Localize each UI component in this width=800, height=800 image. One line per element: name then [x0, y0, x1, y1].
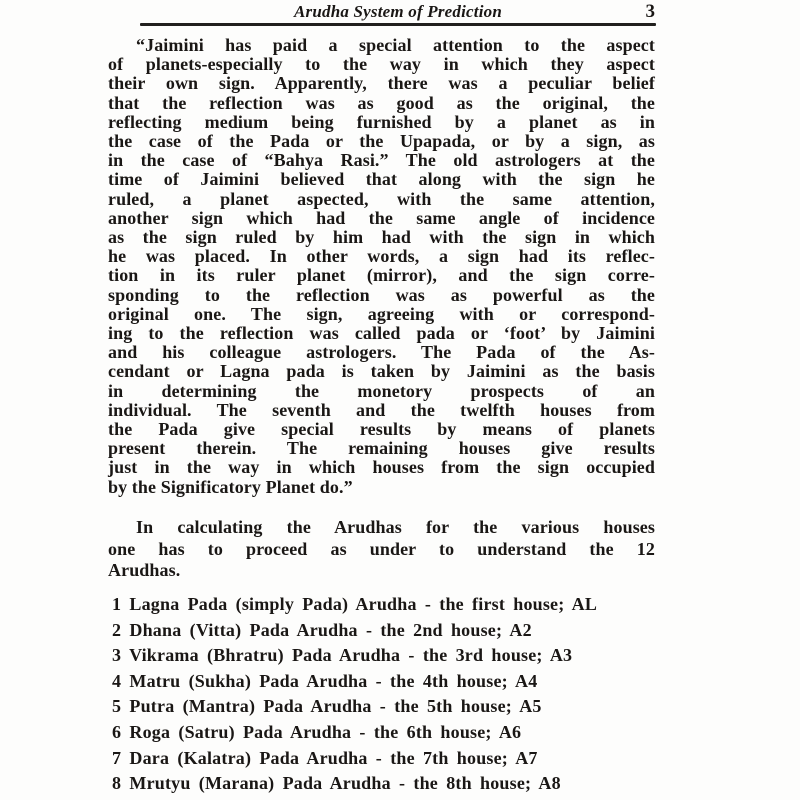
paragraph-line: in determining the monetory prospects of an — [108, 380, 655, 401]
paragraph-line: in the case of “Bahya Rasi.” The old astrologers at the — [108, 150, 655, 171]
arudha-list-item: 7 Dara (Kalatra) Pada Arudha - the 7th house; A7 — [112, 747, 538, 768]
paragraph-line: the Pada give special results by means of planets — [108, 419, 655, 440]
paragraph-line: and his colleague astrologers. The Pada of the As- — [108, 342, 655, 363]
paragraph-line: present therein. The remaining houses give results — [108, 438, 655, 459]
paragraph-line: by the Significatory Planet do.” — [108, 476, 353, 497]
paragraph-line: “Jaimini has paid a special attention to the aspect — [136, 35, 655, 55]
paragraph-line: ruled, a planet aspected, with the same attention, — [108, 188, 655, 209]
paragraph-line: tion in its ruler planet (mirror), and the sign corre- — [108, 265, 655, 286]
arudha-list — [112, 592, 677, 797]
arudha-list-item: 3 Vikrama (Bhratru) Pada Arudha - the 3rd house; A3 — [112, 645, 573, 666]
paragraph-line: reflecting medium being furnished by a planet as in — [108, 111, 655, 132]
paragraph-line: their own sign. Apparently, there was a peculiar belief — [108, 73, 655, 94]
page-title: Arudha System of Prediction — [294, 2, 502, 21]
paragraph-line: just in the way in which houses from the sign occupied — [108, 457, 655, 478]
arudha-list-item: 8 Mrutyu (Marana) Pada Arudha - the 8th house; A8 — [112, 773, 561, 794]
calculation-paragraph — [108, 517, 655, 582]
paragraph-line: ing to the reflection was called pada or ‘foot’ by Jaimini — [108, 323, 655, 344]
paragraph-line: one has to proceed as under to understand the 12 — [108, 538, 655, 559]
paragraph-line: he was placed. In other words, a sign had its reflec- — [108, 246, 655, 267]
arudha-list-item: 6 Roga (Satru) Pada Arudha - the 6th house; A6 — [112, 721, 522, 742]
paragraph-line: original one. The sign, agreeing with or correspond- — [108, 303, 655, 324]
paragraph-line: sponding to the reflection was as powerful as the — [108, 284, 655, 305]
arudha-list-item: 5 Putra (Mantra) Pada Arudha - the 5th house; A5 — [112, 696, 542, 717]
paragraph-line: In calculating the Arudhas for the various houses — [136, 517, 655, 537]
arudha-list-item: 4 Matru (Sukha) Pada Arudha - the 4th house; A4 — [112, 670, 538, 691]
paragraph-line: individual. The seventh and the twelfth houses from — [108, 399, 655, 420]
arudha-list-item: 2 Dhana (Vitta) Pada Arudha - the 2nd house; A2 — [112, 619, 532, 640]
paragraph-line: Arudhas. — [108, 560, 181, 580]
header-rule-divider — [140, 23, 656, 26]
paragraph-line: time of Jaimini believed that along with the sign he — [108, 169, 655, 190]
page-number: 3 — [645, 1, 655, 22]
paragraph-line: cendant or Lagna pada is taken by Jaimini as the basis — [108, 361, 655, 382]
paragraph-line: another sign which had the same angle of incidence — [108, 207, 655, 228]
paragraph-line: that the reflection was as good as the original, the — [108, 92, 655, 113]
arudha-list-item: 1 Lagna Pada (simply Pada) Arudha - the first house; AL — [112, 594, 598, 614]
paragraph-line: of planets-especially to the way in which they aspect — [108, 54, 655, 75]
intro-quote-paragraph — [108, 36, 655, 497]
paragraph-line: the case of the Pada or the Upapada, or by a sign, as — [108, 131, 655, 152]
paragraph-line: as the sign ruled by him had with the sign in which — [108, 227, 655, 248]
